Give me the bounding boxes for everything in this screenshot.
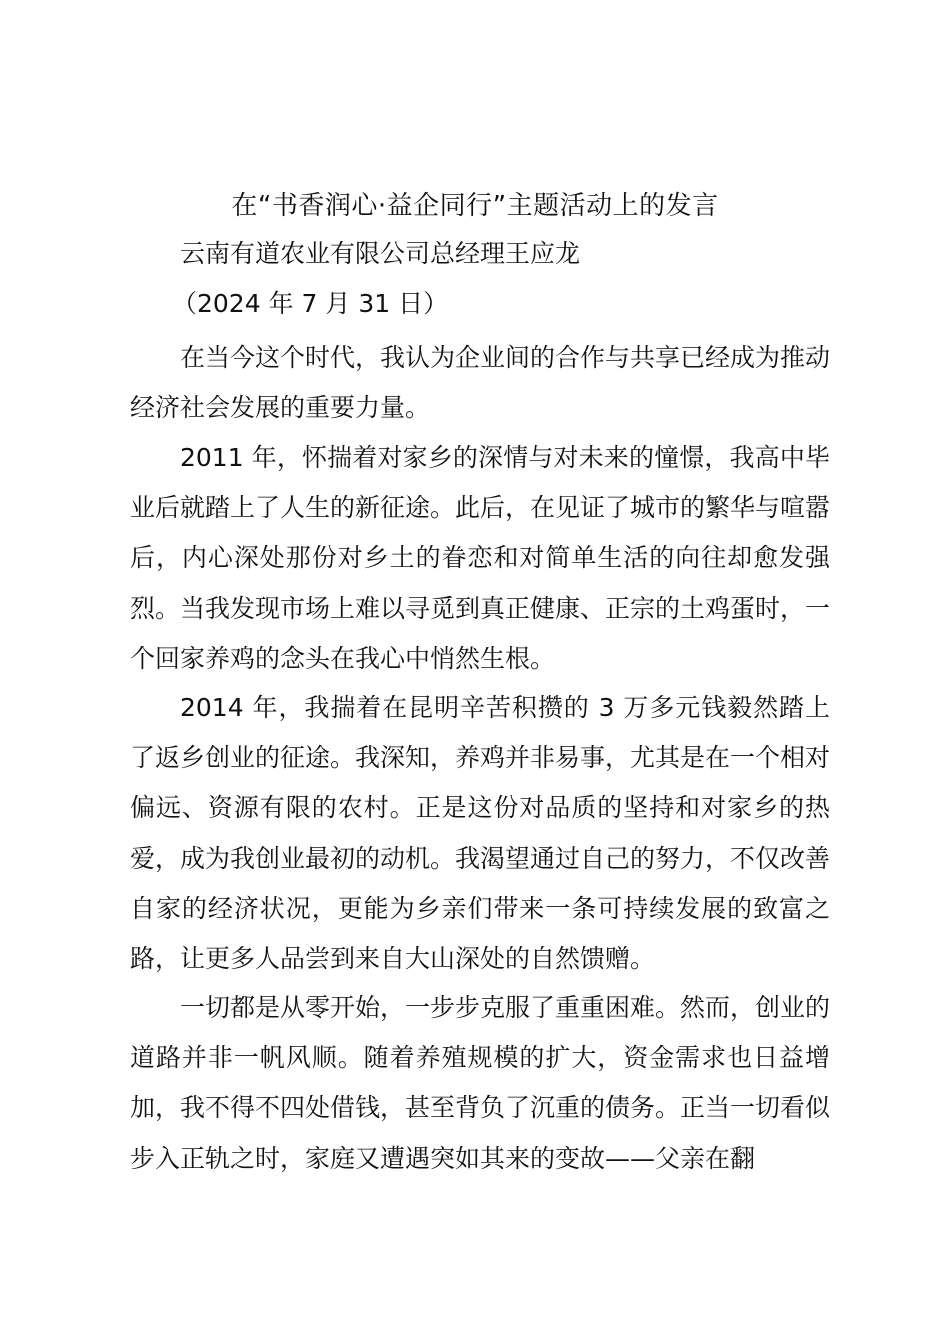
paragraph-1: 在当今这个时代，我认为企业间的合作与共享已经成为推动经济社会发展的重要力量。 <box>130 343 831 423</box>
speaker-line: 云南有道农业有限公司总经理王应龙 <box>180 239 581 268</box>
paragraph-3: 2014 年，我揣着在昆明辛苦积攒的 3 万多元钱毅然踏上了返乡创业的征途。我深知，养鸡并非易事，尤其是在一个相对偏远、资源有限的农村。正是这份对品质的坚持和对家乡的热爱，成为我创业最初的动机。我渴望通过自己的努力，不仅改善自家的经济状况，更能为乡亲们带来一条可持续发展的致富之路，让更多人品尝到来自大山深处的自然馈赠。 <box>130 693 831 974</box>
paragraph-4: 一切都是从零开始，一步步克服了重重困难。然而，创业的道路并非一帆风顺。随着养殖规模的扩大，资金需求也日益增加，我不得不四处借钱，甚至背负了沉重的债务。正当一切看似步入正轨之时，家庭又遭遇突如其来的变故——父亲在翻 <box>130 993 831 1173</box>
speech-date: （2024 年 7 月 31 日） <box>172 289 449 318</box>
speech-title: 在“书香润心·益企同行”主题活动上的发言 <box>231 191 719 221</box>
paragraph-2: 2011 年，怀揣着对家乡的深情与对未来的憧憬，我高中毕业后就踏上了人生的新征途。此后，在见证了城市的繁华与喧嚣后，内心深处那份对乡土的眷恋和对简单生活的向往却愈发强烈。当我发现市场上难以寻觅到真正健康、正宗的土鸡蛋时，一个回家养鸡的念头在我心中悄然生根。 <box>130 443 831 673</box>
